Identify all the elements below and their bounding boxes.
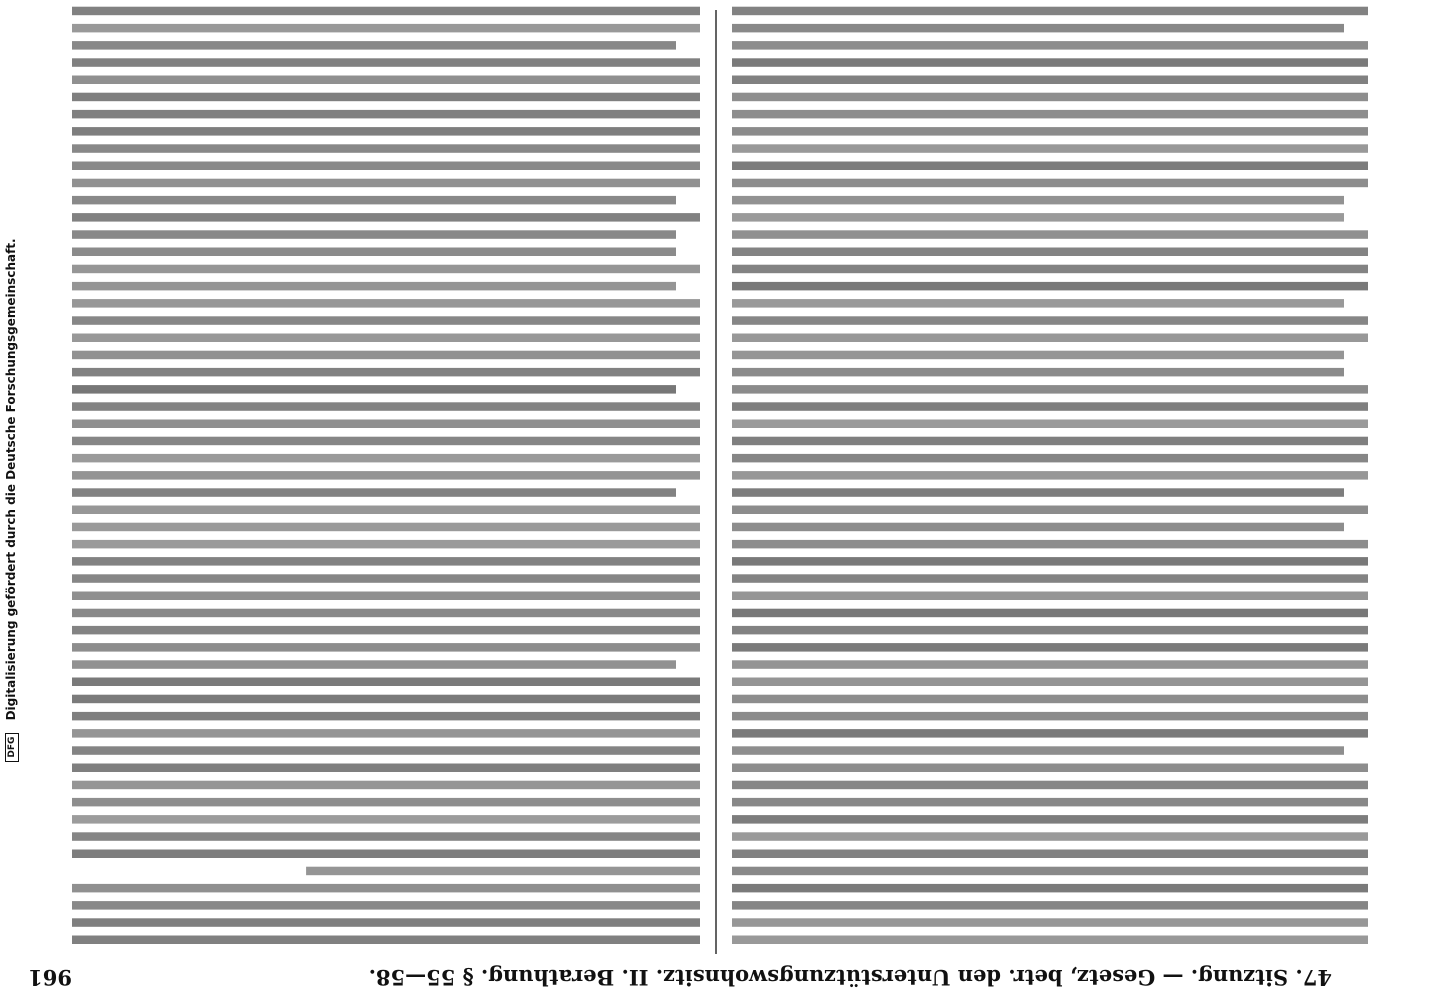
text-line (732, 609, 1368, 618)
text-column-right (72, 7, 700, 944)
text-line (72, 24, 700, 33)
text-line (72, 918, 700, 927)
text-line (72, 196, 676, 205)
text-line (72, 506, 700, 515)
text-line (72, 850, 700, 859)
text-line (72, 626, 700, 635)
text-line (732, 248, 1368, 257)
text-line (732, 798, 1368, 807)
text-line (732, 196, 1344, 205)
text-line (732, 76, 1368, 85)
text-line (732, 368, 1344, 377)
text-line (732, 832, 1368, 841)
digitization-credit (2, 0, 20, 1000)
text-line (732, 764, 1368, 773)
text-line (732, 265, 1368, 274)
text-line (72, 385, 676, 394)
text-line (732, 230, 1368, 239)
text-line (72, 729, 700, 738)
text-line (732, 144, 1368, 153)
text-line (72, 351, 700, 360)
text-line (72, 781, 700, 790)
text-line (732, 815, 1368, 824)
text-line (732, 316, 1368, 325)
text-line (72, 884, 700, 893)
text-line (732, 7, 1368, 16)
text-line (732, 437, 1368, 446)
text-line (732, 162, 1368, 171)
text-line (72, 248, 676, 257)
text-line (732, 695, 1368, 704)
text-line (732, 918, 1368, 927)
dfg-logo: DFG (5, 733, 19, 762)
text-line (72, 798, 700, 807)
text-line (732, 936, 1368, 945)
text-line (732, 506, 1368, 515)
text-line (732, 626, 1368, 635)
text-line (72, 592, 700, 601)
text-line (72, 230, 676, 239)
text-line (72, 832, 700, 841)
text-line (732, 592, 1368, 601)
text-line (72, 523, 700, 532)
text-line (732, 24, 1344, 33)
text-line (72, 402, 700, 411)
text-line (72, 316, 700, 325)
text-line (732, 884, 1368, 893)
text-line (732, 574, 1368, 583)
text-line (72, 488, 676, 497)
text-line (732, 420, 1368, 429)
text-line (732, 471, 1368, 480)
text-line (72, 162, 700, 171)
text-line (732, 712, 1368, 721)
text-line (72, 179, 700, 188)
text-line (72, 110, 700, 119)
text-line (72, 334, 700, 343)
running-header: 47. Sitzung. — Gesetz, betr. den Unterstützungswohnsitz. II. Berathung. § 55—58. (368, 965, 1332, 990)
text-line (72, 282, 676, 291)
text-line (72, 609, 700, 618)
text-line (72, 127, 700, 136)
text-line (72, 437, 700, 446)
text-line (72, 213, 700, 222)
text-line (732, 660, 1368, 669)
text-line (732, 643, 1368, 652)
text-line (732, 781, 1368, 790)
text-line (72, 7, 700, 16)
text-line (732, 110, 1368, 119)
text-line (732, 93, 1368, 102)
text-line (72, 299, 700, 308)
text-line (72, 454, 700, 463)
text-line (732, 351, 1344, 360)
text-line (732, 179, 1368, 188)
text-line (72, 471, 700, 480)
text-line (72, 368, 700, 377)
text-line (732, 746, 1344, 755)
text-line (72, 144, 700, 153)
text-line (72, 41, 676, 50)
text-line (72, 764, 700, 773)
text-line (72, 93, 700, 102)
rotated-page-content (28, 7, 1368, 990)
text-line (732, 729, 1368, 738)
text-line (732, 867, 1368, 876)
text-line (72, 678, 700, 687)
text-line (72, 540, 700, 549)
text-line (72, 420, 700, 429)
text-line (732, 299, 1344, 308)
page-number: 961 (28, 965, 72, 990)
text-line (732, 678, 1368, 687)
text-line (732, 282, 1368, 291)
text-line (72, 58, 700, 67)
text-line (72, 815, 700, 824)
text-line (72, 574, 700, 583)
text-line (732, 523, 1344, 532)
text-line (72, 712, 700, 721)
text-line (732, 334, 1368, 343)
text-line (732, 402, 1368, 411)
credit-text: Digitalisierung gefördert durch die Deutsche Forschungsgemeinschaft. (4, 238, 18, 721)
text-line (306, 867, 700, 876)
text-column-left (732, 7, 1368, 944)
text-line (732, 58, 1368, 67)
text-line (732, 901, 1368, 910)
text-line (72, 695, 700, 704)
text-line (732, 454, 1368, 463)
text-line (732, 488, 1344, 497)
text-line (72, 557, 700, 566)
text-line (732, 385, 1368, 394)
text-line (732, 540, 1368, 549)
text-line (72, 746, 700, 755)
text-line (72, 265, 700, 274)
text-line (72, 643, 700, 652)
text-line (732, 850, 1368, 859)
text-line (732, 213, 1344, 222)
text-line (732, 41, 1368, 50)
text-line (732, 557, 1368, 566)
text-line (72, 76, 700, 85)
text-line (72, 660, 676, 669)
text-line (72, 936, 700, 945)
text-line (732, 127, 1368, 136)
text-line (72, 901, 700, 910)
